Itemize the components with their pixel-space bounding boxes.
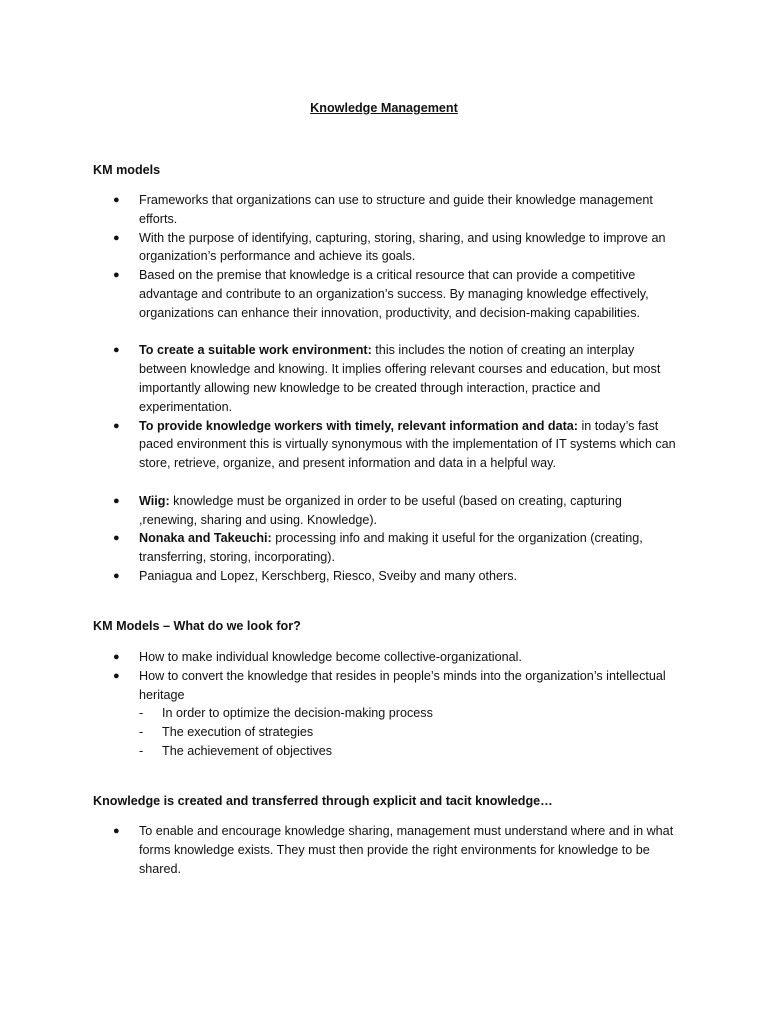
item-label: Wiig: — [139, 493, 170, 508]
list-item — [93, 417, 683, 473]
item-text: Paniagua and Lopez, Kerschberg, Riesco, Sveiby and many others. — [139, 568, 518, 583]
list-item — [93, 567, 683, 586]
item-text: How to convert the knowledge that resides in people’s minds into the organization’s intellectual heritage — [139, 668, 666, 702]
list-item: ● Frameworks that organizations can use to structure and guide their knowledge management efforts. — [93, 191, 683, 229]
item-label: Nonaka and Takeuchi: — [139, 531, 272, 546]
sub-list-item: - In order to optimize the decision-making process — [139, 704, 683, 723]
list-item: ● How to make individual knowledge become collective-organizational. — [93, 648, 683, 667]
item-text: processing info and making it useful for the organization (creating, transferring, storing, incorporating). — [139, 531, 643, 565]
km-models-list — [93, 191, 683, 586]
sub-list — [139, 704, 683, 760]
list-item: ● To enable and encourage knowledge sharing, management must understand where and in what forms knowledge exists. They must then provide the right environments for knowledge to be shared. — [93, 822, 683, 878]
what-we-look-for-list — [93, 648, 683, 761]
section-heading-km-models: KM models — [93, 163, 161, 177]
sub-list-item: - The achievement of objectives — [139, 742, 683, 761]
list-item: ● Based on the premise that knowledge is a critical resource that can provide a competitive advantage and contribute to an organization’s success. By managing knowledge effectively, organizations can enhance their innovation, productivity, and decision-making capabilities. — [93, 266, 683, 322]
list-item — [93, 529, 683, 567]
section-heading-what-we-look-for: KM Models – What do we look for? — [93, 619, 301, 633]
item-label: To provide knowledge workers with timely, relevant information and data: — [139, 418, 578, 433]
item-text: in today’s fast paced environment this is virtually synonymous with the implementation of IT systems which can store, retrieve, organize, and present information and data in a helpful way. — [139, 418, 676, 471]
list-item — [93, 492, 683, 530]
list-item — [93, 341, 683, 416]
item-text: knowledge must be organized in order to be useful (based on creating, capturing ,renewing, sharing and using. Knowledge). — [139, 493, 622, 527]
item-label: To create a suitable work environment: — [139, 343, 372, 358]
sub-list-item: - The execution of strategies — [139, 723, 683, 742]
list-item — [93, 667, 683, 761]
section-heading-explicit-tacit: Knowledge is created and transferred through explicit and tacit knowledge… — [93, 794, 553, 808]
item-text: this includes the notion of creating an interplay between knowledge and knowing. It implies offering relevant courses and education, but most importantly allowing new knowledge to be created through interaction, practice and experimentation. — [139, 343, 661, 414]
list-item: ● With the purpose of identifying, capturing, storing, sharing, and using knowledge to improve an organization’s performance and achieve its goals. — [93, 229, 683, 267]
knowledge-sharing-list — [93, 822, 683, 878]
document-title: Knowledge Management — [310, 101, 458, 115]
